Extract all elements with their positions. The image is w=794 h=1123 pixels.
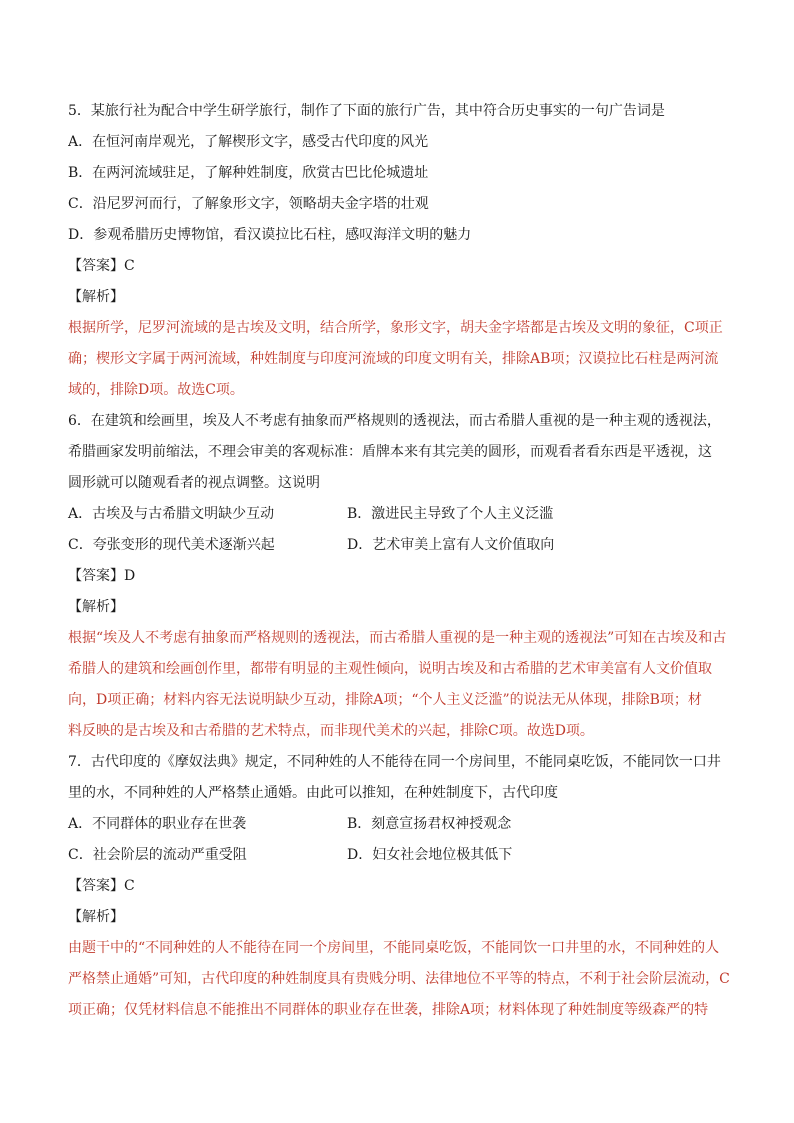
q5-analysis-line: 域的，排除D项。故选C项。 — [68, 382, 244, 398]
q5-analysis-line: 根据所学，尼罗河流域的是古埃及文明，结合所学，象形文字，胡夫金字塔都是古埃及文明的象征，C项正 — [68, 320, 723, 336]
q6-analysis-line: 料反映的是古埃及和古希腊的艺术特点，而非现代美术的兴起，排除C项。故选D项。 — [68, 723, 594, 739]
q6-option-d: D．艺术审美上富有人文价值取向 — [347, 537, 555, 553]
q6-analysis-line: 根据“埃及人不考虑有抽象而严格规则的透视法，而古希腊人重视的是一种主观的透视法”可知在古埃及和古 — [68, 630, 727, 646]
q5-answer: 【答案】C — [68, 258, 135, 274]
q6-option-b: B．激进民主导致了个人主义泛滥 — [347, 506, 554, 522]
q6-option-c: C．夸张变形的现代美术逐渐兴起 — [68, 537, 275, 553]
q5-option-b: B．在两河流域驻足，了解种姓制度，欣赏古巴比伦城遗址 — [68, 165, 429, 181]
q5-option-c: C．沿尼罗河而行，了解象形文字，领略胡夫金字塔的壮观 — [68, 196, 429, 212]
q5-option-a: A．在恒河南岸观光，了解楔形文字，感受古代印度的风光 — [68, 134, 429, 150]
q6-stem-line: 希腊画家发明前缩法，不理会审美的客观标准：盾牌本来有其完美的圆形，而观看者看东西是平透视，这 — [68, 444, 712, 460]
q5-option-d: D．参观希腊历史博物馆，看汉谟拉比石柱，感叹海洋文明的魅力 — [68, 227, 472, 243]
document-page — [68, 96, 730, 1026]
q7-analysis-line: 项正确；仅凭材料信息不能推出不同群体的职业存在世袭，排除A项；材料体现了种姓制度等级森严的特 — [68, 1002, 709, 1018]
q7-option-d: D．妇女社会地位极其低下 — [347, 847, 513, 863]
q6-analysis-line: 希腊人的建筑和绘画创作里，都带有明显的主观性倾向，说明古埃及和古希腊的艺术审美富有人文价值取 — [68, 661, 712, 677]
q6-stem-line: 圆形就可以随观看者的视点调整。这说明 — [68, 475, 320, 491]
q7-options-row — [68, 809, 730, 840]
q7-analysis-label: 【解析】 — [68, 909, 124, 925]
q7-stem-line: 里的水，不同种姓的人严格禁止通婚。由此可以推知，在种姓制度下，古代印度 — [68, 785, 558, 801]
q5-stem: 5．某旅行社为配合中学生研学旅行，制作了下面的旅行广告，其中符合历史事实的一句广告词是 — [68, 103, 665, 119]
q7-stem-line: 7．古代印度的《摩奴法典》规定，不同种姓的人不能待在同一个房间里，不能同桌吃饭，不能同饮一口井 — [68, 754, 721, 770]
q6-option-a: A．古埃及与古希腊文明缺少互动 — [68, 506, 275, 522]
q6-analysis-label: 【解析】 — [68, 599, 124, 615]
q7-answer: 【答案】C — [68, 878, 135, 894]
q6-stem-line: 6．在建筑和绘画里，埃及人不考虑有抽象而严格规则的透视法，而古希腊人重视的是一种主观的透视法， — [68, 413, 721, 429]
q7-analysis-line: 严格禁止通婚”可知，古代印度的种姓制度具有贵贱分明、法律地位不平等的特点，不利于社会阶层流动，C — [68, 971, 730, 987]
q6-options-row — [68, 499, 730, 530]
q5-analysis-line: 确；楔形文字属于两河流域，种姓制度与印度河流域的印度文明有关，排除AB项；汉谟拉比石柱是两河流 — [68, 351, 719, 367]
q7-option-b: B．刻意宣扬君权神授观念 — [347, 816, 512, 832]
q6-options-row — [68, 530, 730, 561]
q7-option-c: C．社会阶层的流动严重受阻 — [68, 847, 247, 863]
q7-analysis-line: 由题干中的“不同种姓的人不能待在同一个房间里，不能同桌吃饭，不能同饮一口井里的水，不同种姓的人 — [68, 940, 720, 956]
q6-answer: 【答案】D — [68, 568, 136, 584]
q7-option-a: A．不同群体的职业存在世袭 — [68, 816, 247, 832]
q5-analysis-label: 【解析】 — [68, 289, 124, 305]
q6-analysis-line: 向，D项正确；材料内容无法说明缺少互动，排除A项；“个人主义泛滥”的说法无从体现，排除B项；材 — [68, 692, 702, 708]
q7-options-row — [68, 840, 730, 871]
